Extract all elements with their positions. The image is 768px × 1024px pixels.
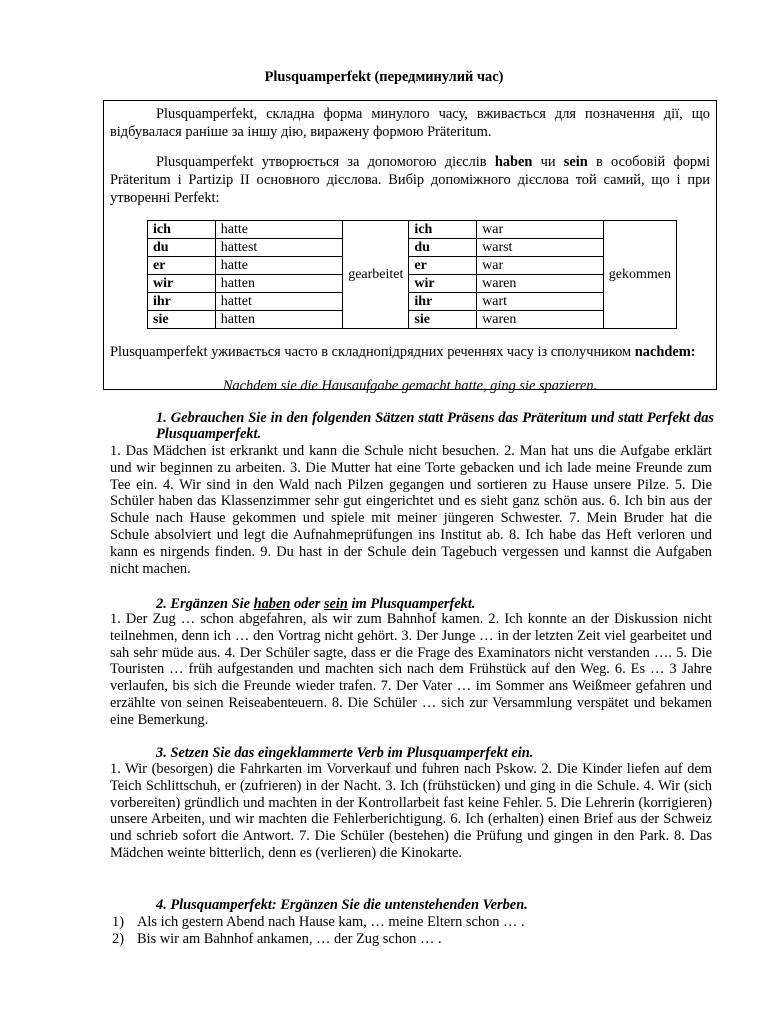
list-item-number: 1) [112,914,124,930]
sein-form: warst [477,239,604,257]
theory-paragraph-3 [110,343,710,361]
haben-form: hatten [215,275,342,293]
haben-form: hatte [215,221,342,239]
sein-form: wart [477,293,604,311]
page-title: Plusquamperfekt (передминулий час) [264,69,504,85]
haben-form: hattet [215,293,342,311]
haben-underlined: haben [253,596,291,612]
haben-form: hatte [215,257,342,275]
exercise-2-heading-text-b: oder [290,596,324,612]
haben-pronoun: er [148,257,216,275]
exercise-2-body: 1. Der Zug … schon abgefahren, als wir zum Bahnhof kamen. 2. Ich konnte an der Diskussion nicht teilnehmen, denn ich … den Vortrag nicht gehört. 3. Der Junge … in der letzten Zeit viel gearbeitet und sah sehr müde aus. 4. Der Schüler sagte, dass er die Frage des Examinators nicht verstanden …. 5. Die Touristen … früh aufgestanden und machten sich nach dem Frühstück auf den Weg. 6. Es … 3 Jahre verlaufen, bis sich die Freunde wieder trafen. 7. Der Vater … im Sommer ans Weißmeer gefahren und erzählte von seinen Reiseabenteuern. 8. Die Schüler … sich zur Versammlung verspätet und bekamen eine Bemerkung. [110,611,712,728]
sein-keyword: sein [563,154,588,170]
list-item [112,914,712,931]
conjugation-table [147,220,677,329]
sein-pronoun: wir [409,275,477,293]
sein-pronoun: ihr [409,293,477,311]
theory-paragraph-2 [110,153,710,207]
exercise-2-heading [156,596,714,612]
theory-paragraph-2-text-b: чи [532,154,564,170]
haben-pronoun: wir [148,275,216,293]
example-sentence: Nachdem sie die Hausaufgabe gemacht hatte, ging sie spazieren. [222,378,598,394]
theory-paragraph-2-text-c: в особовій формі Präteritum і Partizip II основного дієслова. Вибір допоміжного дієслова той самий, що і при утворенні Perfekt: [110,154,710,206]
sein-form: waren [477,275,604,293]
haben-pronoun: sie [148,311,216,329]
sein-underlined: sein [323,596,348,612]
haben-keyword: haben [494,154,533,170]
exercise-4-list [112,914,712,948]
sein-pronoun: ich [409,221,477,239]
theory-box [103,100,717,394]
sein-form: waren [477,311,604,329]
haben-pronoun: ich [148,221,216,239]
exercise-1-body: 1. Das Mädchen ist erkrankt und kann die Schule nicht besuchen. 2. Man hat uns die Aufgabe erklärt und wir beginnen zu arbeiten. 3. Die Mutter hat eine Torte gebacken und ich lade meine Freunde zum Tee ein. 4. Wir sind in den Wald nach Pilzen gegangen und sortieren zu Hause unsere Pilze. 5. Die Schüler haben das Klassenzimmer sehr gut eingerichtet und es sieht ganz schön aus. 6. Ich bin aus der Schule nach Hause gekommen und spiele mit meiner jüngeren Schwester. 7. Mein Bruder hat die Schule absolviert und legt die Aufnahmeprüfungen ins Institut ab. 8. Ich habe das Heft verloren und kann es nirgends finden. 9. Du hast in der Schule dein Tagebuch vergessen und kannst die Aufgaben nicht machen. [110,443,712,577]
exercise-3-body: 1. Wir (besorgen) die Fahrkarten im Vorverkauf und fuhren nach Pskow. 2. Die Kinder liefen auf dem Teich Schlittschuh, er (zufrieren) in der Nacht. 3. Ich (frühstücken) und ging in die Schule. 4. Wir (sich vorbereiten) gründlich und machten in der Kontrollarbeit fast keine Fehler. 5. Die Lehrerin (korrigieren) unsere Arbeiten, und wir machten die Fehlerberichtigung. 6. Ich (erhalten) einen Brief aus der Schweiz und schrieb sofort die Antwort. 7. Die Schüler (bestehen) die Prüfung und gingen in den Park. 8. Das Mädchen weinte bitterlich, denn es (verlieren) die Kinokarte. [110,761,712,861]
exercise-3-heading: 3. Setzen Sie das eingeklammerte Verb im Plusquamperfekt ein. [156,745,534,761]
theory-paragraph-3-text: Plusquamperfekt уживається часто в складнопідрядних реченнях часу із сполучником [110,344,632,360]
haben-participle: gearbeitet [343,221,409,329]
sein-pronoun: du [409,239,477,257]
theory-paragraph-1: Plusquamperfekt, складна форма минулого часу, вживається для позначення дії, що відбувалася раніше за іншу дію, виражену формою Präteritum. [110,106,710,140]
exercise-2-heading-text-c: im Plusquamperfekt. [347,596,476,612]
sein-form: war [477,221,604,239]
exercise-2-heading-text-a: 2. Ergänzen Sie [156,596,254,612]
haben-form: hatten [215,311,342,329]
exercise-4-heading: 4. Plusquamperfekt: Ergänzen Sie die untenstehenden Verben. [156,897,528,913]
haben-pronoun: du [148,239,216,257]
list-item-text: Als ich gestern Abend nach Hause kam, … meine Eltern schon … . [137,914,525,930]
nachdem-keyword: nachdem: [634,344,696,360]
haben-pronoun: ihr [148,293,216,311]
sein-pronoun: er [409,257,477,275]
theory-paragraph-2-text-a: Plusquamperfekt утворюється за допомогою дієслів [156,154,495,170]
sein-participle: gekommen [603,221,676,329]
sein-pronoun: sie [409,311,477,329]
haben-form: hattest [215,239,342,257]
list-item-text: Bis wir am Bahnhof ankamen, … der Zug schon … . [137,931,442,947]
sein-form: war [477,257,604,275]
list-item [112,931,712,948]
list-item-number: 2) [112,931,124,947]
exercise-1-heading: 1. Gebrauchen Sie in den folgenden Sätzen statt Präsens das Präteritum und statt Perfekt das Plusquamperfekt. [156,410,714,442]
